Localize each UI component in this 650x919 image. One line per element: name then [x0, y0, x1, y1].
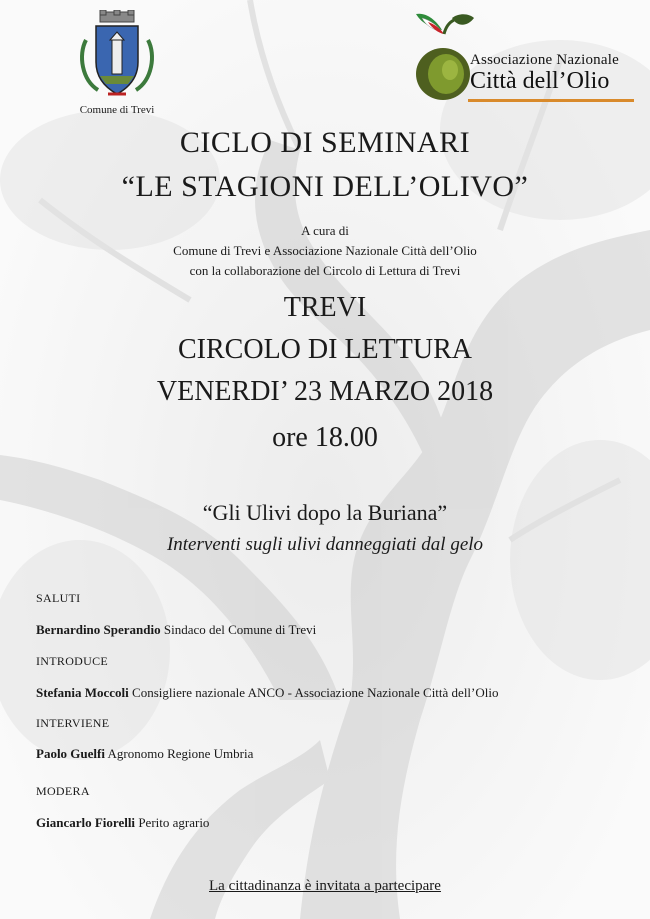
program-role-saluti: SALUTI: [36, 591, 81, 605]
logo-underline: [468, 99, 634, 102]
program-role-modera: MODERA: [36, 784, 90, 798]
talk-title: “Gli Ulivi dopo la Buriana”: [202, 500, 448, 525]
speaker-description: Consigliere nazionale ANCO - Associazione Nazionale Città dell’Olio: [128, 685, 499, 700]
speaker-name: Stefania Moccoli: [36, 685, 129, 700]
olive-logo-icon: [408, 8, 478, 108]
program-speaker: [36, 622, 316, 638]
program-role-introduce: INTRODUCE: [36, 654, 109, 668]
event-time: ore 18.00: [272, 422, 378, 453]
event-venue: CIRCOLO DI LETTURA: [178, 334, 472, 365]
program-speaker: [36, 746, 253, 762]
series-title: CICLO DI SEMINARI: [179, 126, 471, 159]
coat-of-arms-icon: [78, 10, 156, 102]
comune-di-trevi-crest: [72, 10, 162, 116]
series-name: “LE STAGIONI DELL’OLIVO”: [121, 170, 529, 203]
organizers-text: Comune di Trevi e Associazione Nazionale Città dell’Olio: [173, 243, 477, 258]
association-name-line1: Associazione Nazionale: [470, 52, 619, 68]
comune-label: Comune di Trevi: [79, 104, 155, 116]
speaker-name: Paolo Guelfi: [36, 746, 105, 761]
invitation-text: La cittadinanza è invitata a partecipare: [209, 878, 441, 894]
program-speaker: [36, 685, 498, 701]
program-role-interviene: INTERVIENE: [36, 716, 110, 730]
talk-subtitle: Interventi sugli ulivi danneggiati dal gelo: [166, 534, 484, 555]
organized-by-label: A cura di: [301, 223, 349, 238]
program-speaker: [36, 815, 209, 831]
event-date: VENERDI’ 23 MARZO 2018: [156, 376, 494, 407]
speaker-description: Agronomo Regione Umbria: [104, 746, 254, 761]
speaker-description: Sindaco del Comune di Trevi: [160, 622, 317, 637]
citta-dell-olio-logo: [408, 8, 638, 108]
collaboration-text: con la collaborazione del Circolo di Lettura di Trevi: [189, 263, 461, 278]
event-city: TREVI: [283, 292, 367, 323]
speaker-name: Bernardino Sperandio: [36, 622, 161, 637]
speaker-name: Giancarlo Fiorelli: [36, 815, 136, 830]
speaker-description: Perito agrario: [135, 815, 210, 830]
association-name-line2: Città dell’Olio: [470, 68, 610, 94]
